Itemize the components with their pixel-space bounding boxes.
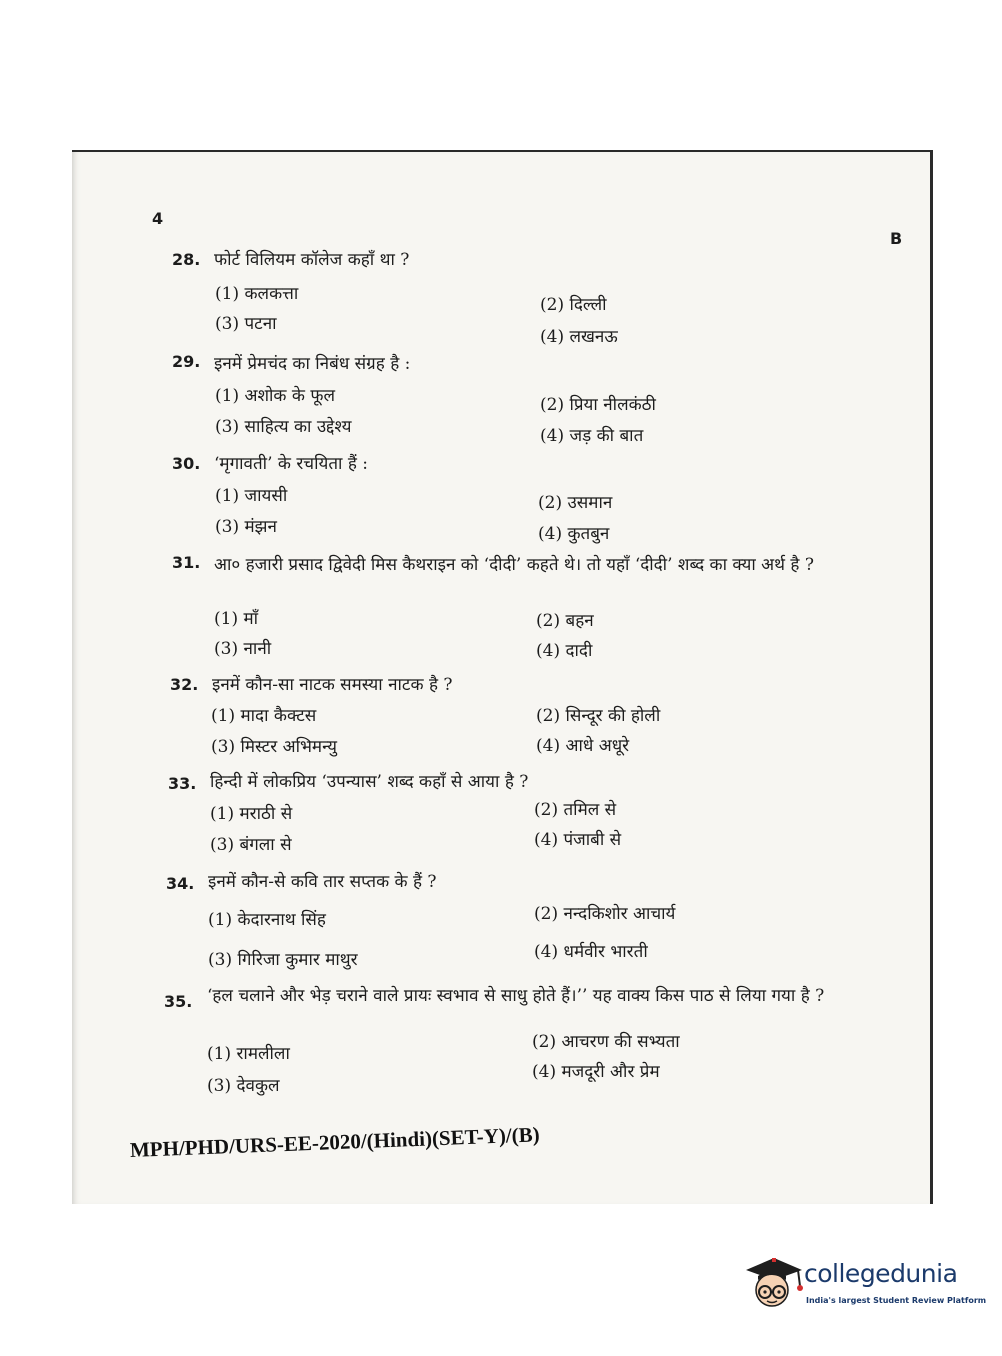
question-33 [168,770,888,858]
option-3[interactable]: (3) पटना [215,314,277,334]
option-4[interactable]: (4) मजदूरी और प्रेम [532,1062,660,1082]
question-text: इनमें प्रेमचंद का निबंध संग्रह है : [214,354,411,374]
option-1[interactable]: (1) माँ [214,609,259,629]
option-2[interactable]: (2) दिल्ली [540,295,607,315]
question-text: ‘मृगावती’ के रचयिता हैं : [214,454,369,474]
option-4[interactable]: (4) लखनऊ [540,327,618,347]
question-text: इनमें कौन-सा नाटक समस्या नाटक है ? [212,675,453,695]
option-2[interactable]: (2) उसमान [538,493,613,513]
question-text: फोर्ट विलियम कॉलेज कहाँ था ? [214,250,410,270]
question-35 [164,980,888,1100]
option-4[interactable]: (4) दादी [536,641,593,661]
option-2[interactable]: (2) तमिल से [534,800,617,820]
option-2[interactable]: (2) नन्दकिशोर आचार्य [534,904,676,924]
question-31 [172,551,892,661]
option-2[interactable]: (2) प्रिया नीलकंठी [540,395,656,415]
question-number: 29. [172,352,201,371]
option-3[interactable]: (3) बंगला से [210,835,292,855]
set-code: B [890,229,903,248]
option-4[interactable]: (4) जड़ की बात [540,426,644,446]
option-3[interactable]: (3) मिस्टर अभिमन्यु [211,737,337,757]
option-2[interactable]: (2) सिन्दूर की होली [536,706,661,726]
option-1[interactable]: (1) केदारनाथ सिंह [208,910,326,930]
question-number: 30. [172,454,201,473]
question-32 [170,673,890,761]
question-number: 33. [168,774,197,793]
question-text: इनमें कौन-से कवि तार सप्तक के हैं ? [208,872,437,892]
paper-code-footer: MPH/PHD/URS-EE-2020/(Hindi)(SET-Y)/(B) [129,1122,541,1162]
logo-tagline: India's largest Student Review Platform [806,1296,987,1305]
question-number: 28. [172,250,201,269]
option-1[interactable]: (1) मादा कैक्टस [211,706,317,726]
option-2[interactable]: (2) आचरण की सभ्यता [532,1032,680,1052]
question-text: आ० हजारी प्रसाद द्विवेदी मिस कैथराइन को ‘दीदी’ कहते थे। तो यहाँ ‘दीदी’ शब्द का क्या अर्थ है ? [214,555,814,575]
option-1[interactable]: (1) कलकत्ता [215,284,299,304]
logo-wordmark: collegedunia [804,1259,958,1288]
question-number: 34. [166,874,195,893]
option-1[interactable]: (1) रामलीला [207,1044,290,1064]
question-30 [172,452,892,544]
option-3[interactable]: (3) नानी [214,639,272,659]
option-1[interactable]: (1) अशोक के फूल [215,386,335,406]
option-3[interactable]: (3) मंझन [215,517,277,537]
option-3[interactable]: (3) देवकुल [207,1076,280,1096]
option-4[interactable]: (4) कुतबुन [538,524,610,544]
option-4[interactable]: (4) पंजाबी से [534,830,622,850]
option-1[interactable]: (1) जायसी [215,486,288,506]
option-4[interactable]: (4) आधे अधूरे [536,736,630,756]
question-28 [172,248,892,347]
question-number: 32. [170,675,199,694]
option-3[interactable]: (3) साहित्य का उद्देश्य [215,417,352,437]
question-number: 35. [164,992,193,1011]
option-3[interactable]: (3) गिरिजा कुमार माथुर [208,950,358,970]
question-number: 31. [172,553,201,572]
question-34 [166,870,886,976]
question-text: ‘हल चलाने और भेड़ चराने वाले प्रायः स्वभाव से साधु होते हैं।’’ यह वाक्य किस पाठ से लिया गया है ? [207,986,825,1006]
option-1[interactable]: (1) मराठी से [210,804,293,824]
question-29 [172,350,892,446]
option-2[interactable]: (2) बहन [536,611,594,631]
page-number: 4 [152,209,164,228]
question-text: हिन्दी में लोकप्रिय ‘उपन्यास’ शब्द कहाँ से आया है ? [210,772,529,792]
option-4[interactable]: (4) धर्मवीर भारती [534,942,648,962]
